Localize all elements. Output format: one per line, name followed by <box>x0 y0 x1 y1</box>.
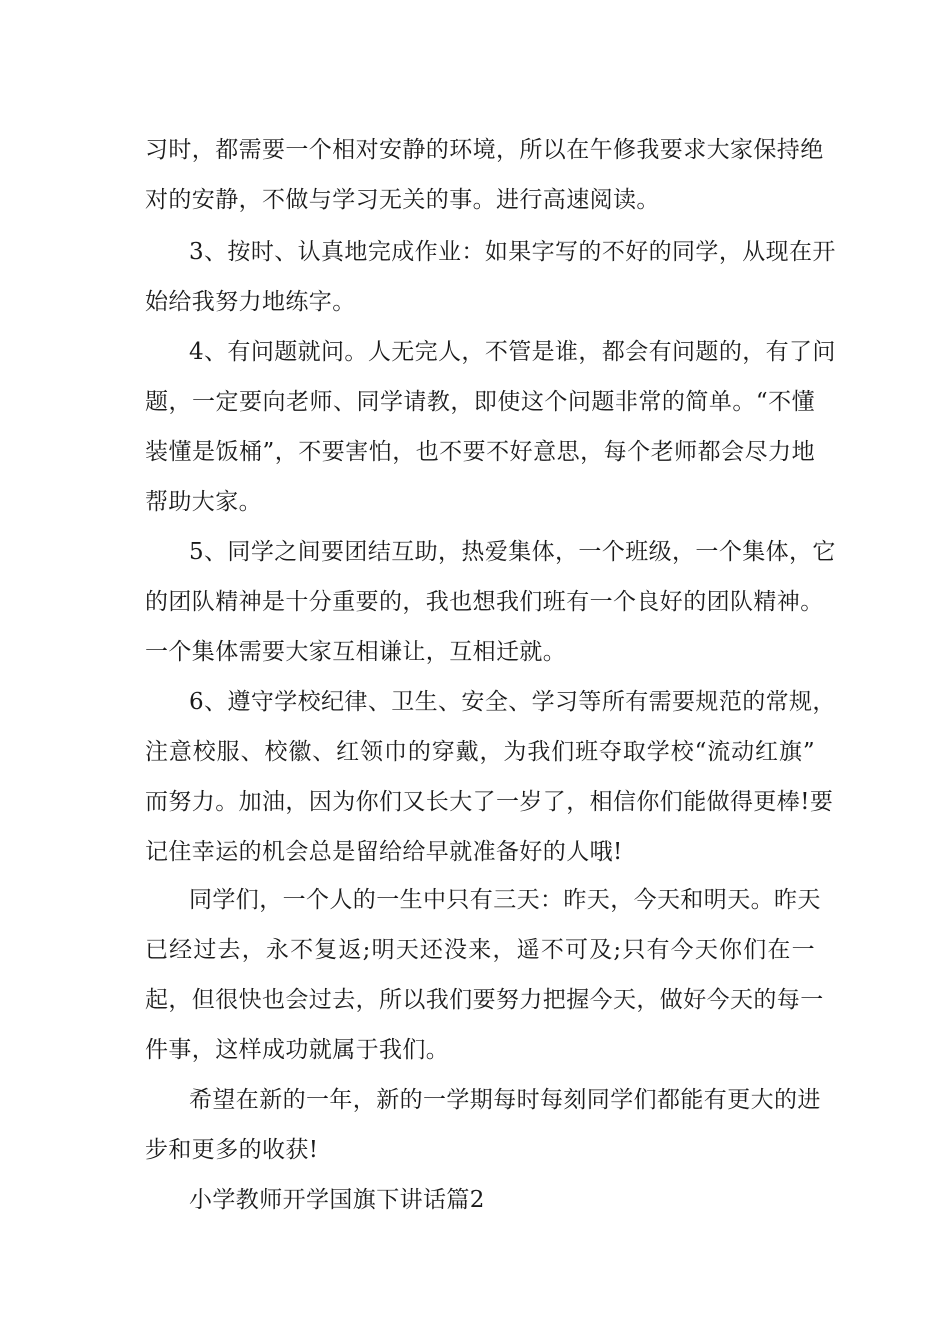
paragraph-line: 起，但很快也会过去，所以我们要努力把握今天，做好今天的每一 <box>145 987 824 1013</box>
paragraph-line: 同学们，一个人的一生中只有三天：昨天，今天和明天。昨天 <box>189 887 821 913</box>
paragraph-line: 已经过去，永不复返;明天还没来，遥不可及;只有今天你们在一 <box>145 937 815 963</box>
list-item-6-line: 6、遵守学校纪律、卫生、安全、学习等所有需要规范的常规， <box>189 689 836 715</box>
list-item-3-line: 3、按时、认真地完成作业：如果字写的不好的同学，从现在开 <box>189 239 836 265</box>
list-item-4-line: 帮助大家。 <box>145 489 262 515</box>
list-item-5-line: 5、同学之间要团结互助，热爱集体，一个班级，一个集体，它 <box>189 539 836 565</box>
list-item-6-line: 而努力。加油，因为你们又长大了一岁了，相信你们能做得更棒!要 <box>145 789 834 815</box>
list-item-4-line: 装懂是饭桶”，不要害怕，也不要不好意思，每个老师都会尽力地 <box>145 439 815 465</box>
list-item-3-line: 始给我努力地练字。 <box>145 289 356 315</box>
paragraph-line: 件事，这样成功就属于我们。 <box>145 1037 450 1063</box>
body-text-line: 习时，都需要一个相对安静的环境，所以在午修我要求大家保持绝 <box>145 137 824 163</box>
paragraph-line: 步和更多的收获! <box>145 1137 319 1163</box>
list-item-4-line: 4、有问题就问。人无完人，不管是谁，都会有问题的，有了问 <box>189 339 836 365</box>
paragraph-line: 希望在新的一年，新的一学期每时每刻同学们都能有更大的进 <box>189 1087 821 1113</box>
list-item-6-line: 注意校服、校徽、红领巾的穿戴，为我们班夺取学校“流动红旗” <box>145 739 815 765</box>
body-text-line: 对的安静，不做与学习无关的事。进行高速阅读。 <box>145 187 660 213</box>
list-item-5-line: 的团队精神是十分重要的，我也想我们班有一个良好的团队精神。 <box>145 589 824 615</box>
list-item-4-line: 题，一定要向老师、同学请教，即使这个问题非常的简单。“不懂 <box>145 389 815 415</box>
section-heading: 小学教师开学国旗下讲话篇2 <box>189 1187 485 1213</box>
list-item-5-line: 一个集体需要大家互相谦让，互相迁就。 <box>145 639 567 665</box>
list-item-6-line: 记住幸运的机会总是留给给早就准备好的人哦! <box>145 839 623 865</box>
